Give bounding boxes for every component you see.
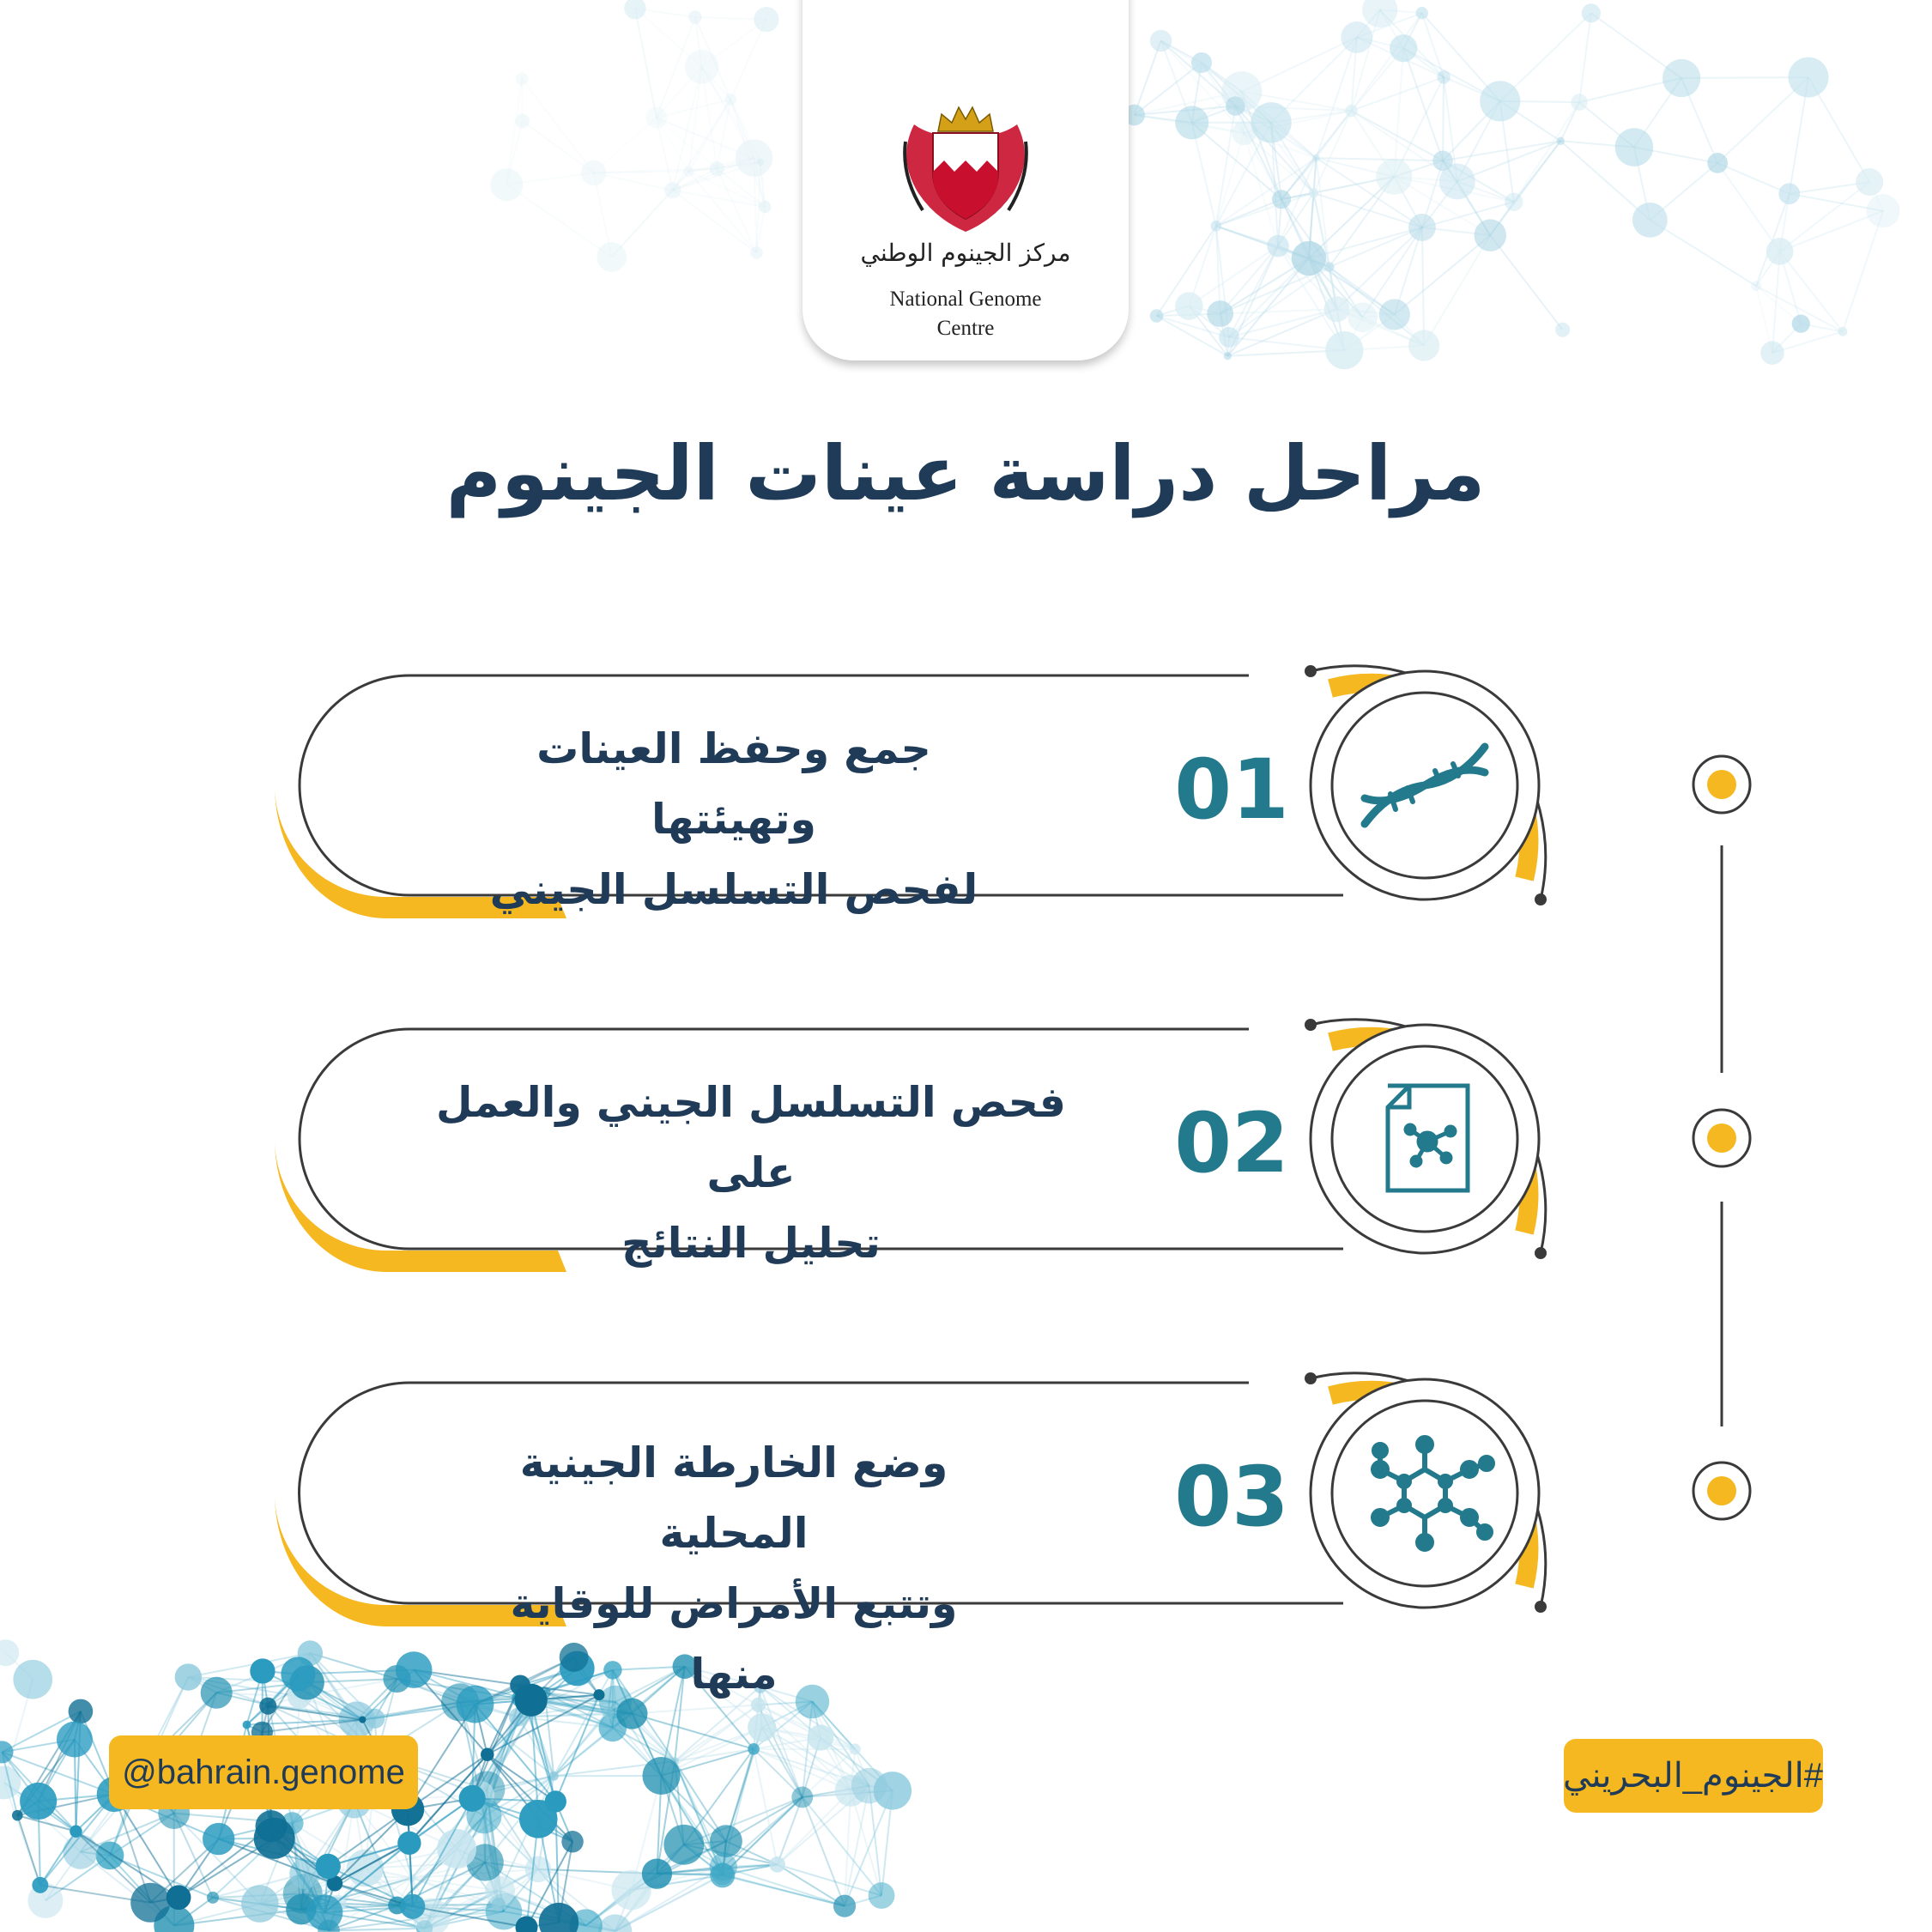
step-2-line1: فحص التسلسل الجيني والعمل على [435,1078,1067,1197]
network-node [1475,219,1506,251]
network-node [515,114,530,129]
network-node [1175,106,1208,139]
network-node [1210,221,1221,232]
step-3-line2: وتتبع الأمراض للوقاية منها [510,1579,958,1699]
network-node [70,1826,82,1838]
network-node [1345,105,1358,118]
network-node [1207,300,1233,327]
network-link [1579,13,1591,102]
molecule-network-top [490,0,1899,369]
network-node [1707,153,1728,173]
network-node [1751,281,1761,291]
network-node [203,1823,234,1855]
network-node [1150,309,1164,323]
network-node [359,1716,366,1723]
network-link [673,191,757,253]
network-node [597,242,627,272]
network-node [399,1832,419,1852]
network-node [250,1658,275,1683]
network-link [1403,48,1443,160]
network-link [673,191,765,207]
network-node [757,158,765,166]
social-handle-tag[interactable]: @bahrain.genome [109,1735,418,1809]
network-node [1150,30,1172,51]
network-node [490,168,523,201]
timeline-dot-2 [1707,1123,1736,1153]
network-node [748,1713,776,1741]
network-node [1325,331,1363,369]
logo-card [802,0,1129,360]
network-node [1219,327,1239,348]
network-node [642,1757,680,1795]
network-node [12,1810,23,1821]
network-node [1439,163,1475,199]
network-node [1376,159,1412,195]
network-node [833,1895,856,1917]
network-node [20,1783,57,1820]
network-node [710,1825,742,1857]
network-node [545,1790,566,1812]
network-node [664,182,681,198]
network-node [400,1894,425,1919]
network-node [1251,102,1291,142]
hashtag-tag[interactable]: #الجينوم_البحريني [1564,1739,1823,1813]
network-node [710,161,724,176]
timeline-dot-3 [1707,1476,1736,1505]
network-node [130,1883,170,1923]
network-node [754,7,778,32]
network-link [1394,48,1403,177]
step-3-text [468,1428,1000,1710]
network-node [683,166,693,176]
step-1-number: 01 [1174,742,1289,838]
network-node [243,1721,251,1729]
network-node [1226,96,1245,116]
logo-english-line1: National Genome [889,288,1042,311]
network-node [1856,168,1883,196]
network-node [1324,262,1334,271]
network-node [1324,296,1350,322]
network-node [1292,241,1326,276]
network-node [712,1863,733,1885]
network-node [1416,7,1428,19]
network-node [1341,21,1372,53]
network-node [750,246,763,259]
network-node [624,0,645,19]
network-node [316,1854,341,1879]
network-node [1582,3,1601,22]
network-node [869,1882,895,1909]
network-node [254,1818,295,1859]
network-link [1316,38,1356,159]
network-node [759,201,771,213]
network-node [1312,154,1320,162]
network-node [306,1894,342,1930]
network-node [1224,352,1232,360]
network-link [730,20,766,100]
network-link [778,1864,845,1905]
network-node [69,1699,94,1724]
logo-english-line2: Centre [936,317,995,340]
network-node [481,1747,494,1760]
network-node [1267,235,1289,257]
network-node [1272,190,1291,209]
network-link [506,185,611,257]
network-node [1555,323,1570,337]
network-node [175,1663,202,1690]
network-node [1348,302,1378,332]
step-3-line1: وضع الخارطة الجينية المحلية [519,1438,948,1558]
network-node [1760,341,1784,364]
network-node [688,10,702,24]
network-node [57,1722,93,1758]
step-1-line1: جمع وحفظ العينات وتهيئتها [536,724,931,844]
network-node [516,72,529,85]
logo-arabic-name: مركز الجينوم الوطني [860,239,1071,267]
network-link [802,1797,845,1906]
network-node [459,1785,486,1812]
network-node [13,1660,52,1699]
network-node [396,1651,433,1688]
network-node [492,1898,506,1911]
network-node [1437,70,1450,83]
step-3-number: 03 [1174,1449,1289,1545]
network-link [688,172,756,253]
step-1-text [468,714,1000,925]
network-node [32,1877,48,1893]
bahrain-coat-of-arms-emblem [897,90,1034,236]
step-2-line2: تحليل النتائج [621,1219,881,1268]
network-node [1379,299,1410,330]
network-node [642,1859,672,1889]
network-link [1490,235,1562,330]
network-node [259,1698,276,1715]
network-node [663,1825,704,1865]
network-node [1505,193,1523,211]
network-link [717,169,756,253]
network-node [1789,58,1829,98]
network-link [522,79,593,173]
network-node [1390,34,1417,62]
network-node [1792,315,1810,333]
logo-english-name [802,285,1129,343]
network-link [1650,220,1756,286]
network-node [769,1856,785,1873]
network-node [808,1724,833,1750]
network-link [1780,251,1843,331]
network-node [241,1885,279,1923]
network-node [874,1772,912,1810]
network-node [1838,327,1847,336]
network-node [850,1743,861,1754]
network-node [1867,194,1900,227]
timeline-dot-1 [1707,770,1736,799]
network-node [1191,52,1212,73]
network-node [1408,214,1436,241]
page-title: مراحل دراسة عينات الجينوم [445,429,1486,518]
network-node [207,1892,219,1904]
network-node [1766,238,1794,265]
network-node [167,1885,191,1910]
network-node [685,50,719,84]
network-link [523,121,594,173]
network-node [1408,330,1439,360]
network-node [1571,94,1587,110]
network-node [1615,128,1654,167]
network-link [724,1867,845,1906]
step-2-number: 02 [1174,1095,1289,1191]
network-node [281,1656,315,1691]
network-node [1480,81,1520,121]
network-link [754,1749,778,1865]
network-link [1443,77,1444,160]
network-node [437,1829,476,1868]
network-link [1843,211,1883,332]
network-link [17,1815,40,1885]
network-node [1309,188,1318,197]
network-node [1662,59,1700,97]
step-1-line2: لفحص التسلسل الجيني [489,865,978,914]
network-node [736,139,772,176]
network-node [581,160,606,185]
network-node [1632,203,1668,238]
network-node [1175,292,1202,319]
step-2-text [433,1068,1069,1279]
network-link [1424,235,1490,345]
network-link [1422,227,1424,346]
network-node [645,107,667,129]
network-node [201,1677,233,1709]
network-node [1778,183,1800,204]
network-node [748,1743,760,1755]
network-node [791,1786,813,1808]
network-node [1556,136,1565,145]
network-node [561,1831,583,1852]
network-node [724,94,736,106]
